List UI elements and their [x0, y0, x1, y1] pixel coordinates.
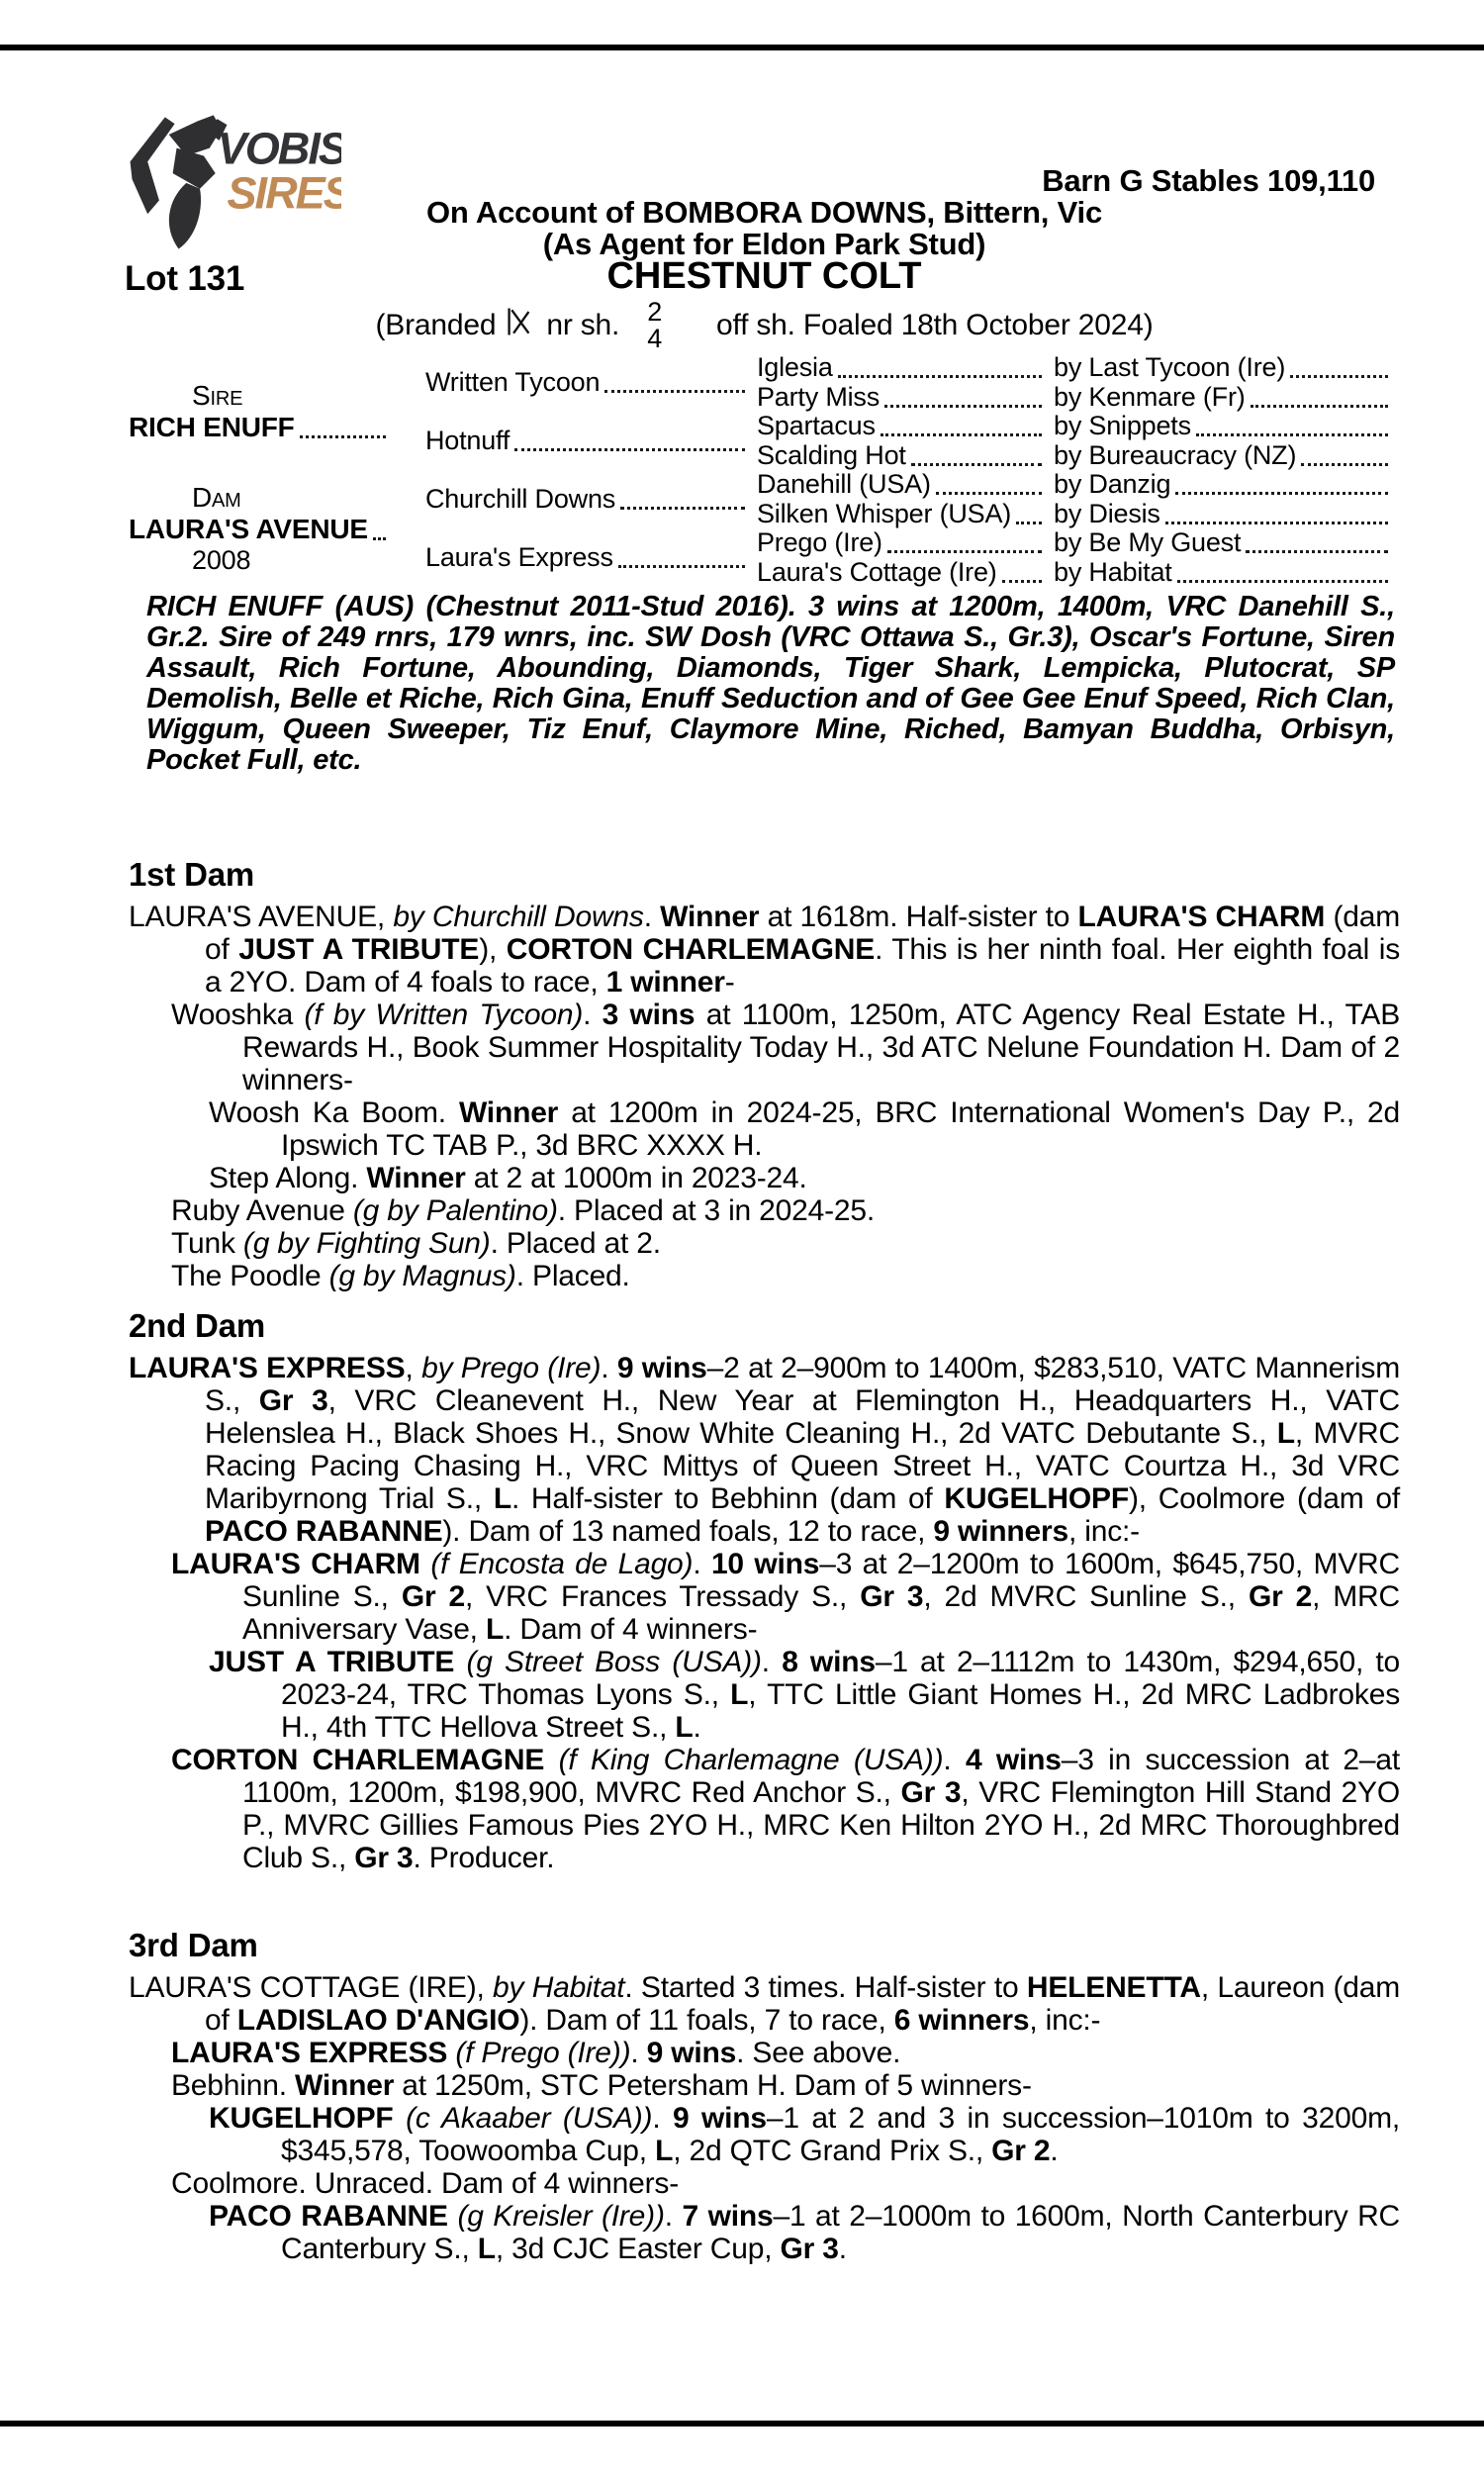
great-grandparent-name: Laura's Cottage (Ire) [757, 557, 1054, 588]
dot-leader [1196, 433, 1388, 436]
great-grandparent-by: by Be My Guest [1054, 527, 1400, 558]
dam-block [129, 470, 425, 587]
brand-number-bottom: 4 [647, 324, 663, 353]
page-title: CHESTNUT COLT [606, 255, 922, 297]
sire-block [129, 353, 425, 470]
pedigree-entry: LAURA'S COTTAGE (IRE), by Habitat. Started 3 times. Half-sister to HELENETTA, Laureon (dam of LADISLAO D'ANGIO). Dam of 11 foals, 7 to race, 6 winners, inc:- [129, 1971, 1400, 2037]
section-2nd-dam [129, 1308, 1400, 1874]
brand-number-fraction [647, 299, 662, 352]
pedigree-entry: LAURA'S AVENUE, by Churchill Downs. Winner at 1618m. Half-sister to LAURA'S CHARM (dam of JUST A TRIBUTE), CORTON CHARLEMAGNE. This is her ninth foal. Her eighth foal is a 2YO. Dam of 4 foals to race, 1 winner- [129, 901, 1401, 999]
dot-leader [884, 405, 1042, 408]
dot-leader [1301, 463, 1388, 466]
brand-number-top: 2 [647, 297, 663, 327]
pedigree-entry: KUGELHOPF (c Akaaber (USA)). 9 wins–1 at 2 and 3 in succession–1010m to 3200m, $345,578, Toowoomba Cup, L, 2d QTC Grand Prix S., Gr 2. [209, 2102, 1401, 2167]
dot-leader [887, 550, 1042, 553]
dot-leader [1175, 492, 1388, 495]
dot-leader [1290, 375, 1388, 378]
sire-stud-record: RICH ENUFF (AUS) (Chestnut 2011-Stud 2016). 3 wins at 1200m, 1400m, VRC Danehill S., Gr.2. Sire of 249 rnrs, 179 wnrs, inc. SW Dosh (VRC Ottawa S., Gr.3), Oscar's Fortune, Siren Assault, Rich Fortune, Abounding, Diamonds, Tiger Shark, Lempicka, Plutocrat, SP Demolish, Belle et Riche, Rich Gina, Enuff Seduction and of Gee Gee Enuf Speed, Rich Clan, Wiggum, Queen Sweeper, Tiz Enuf, Claymore Mine, Riched, Bamyan Buddha, Orbisyn, Pocket Full, etc. [146, 591, 1395, 776]
great-grandparent-name: Iglesia [757, 352, 1054, 383]
pedigree-entry: Coolmore. Unraced. Dam of 4 winners- [171, 2167, 679, 2200]
dot-leader [1177, 580, 1388, 583]
great-grandparent-by: by Bureaucracy (NZ) [1054, 440, 1400, 471]
great-grandparent-name: Scalding Hot [757, 440, 1054, 471]
dot-leader [1016, 522, 1042, 524]
barn-stables-label: Barn G Stables 109,110 [1042, 163, 1375, 198]
sire-name-row [129, 412, 388, 443]
dam-year: 2008 [192, 544, 251, 575]
dot-leader [881, 433, 1042, 436]
great-grandparent-by: by Kenmare (Fr) [1054, 382, 1400, 413]
great-grandparent-name: Silken Whisper (USA) [757, 499, 1054, 529]
dot-leader [300, 435, 386, 438]
dam-name: LAURA'S AVENUE [129, 513, 368, 544]
dam-label: Dam [192, 481, 241, 513]
grandparent-sire-of-sire: Written Tycoon [425, 367, 757, 398]
grandparent-dam-of-sire: Hotnuff [425, 426, 757, 456]
pedigree-entry: PACO RABANNE (g Kreisler (Ire)). 7 wins–1 at 2–1000m to 1600m, North Canterbury RC Canterbury S., L, 3d CJC Easter Cup, Gr 3. [209, 2200, 1401, 2265]
pedigree-entry: LAURA'S EXPRESS (f Prego (Ire)). 9 wins. See above. [171, 2037, 901, 2069]
pedigree-entry: Wooshka (f by Written Tycoon). 3 wins at 1100m, 1250m, ATC Agency Real Estate H., TAB Rewards H., Book Summer Hospitality Today H., 3d ATC Nelune Foundation H. Dam of 2 winners- [171, 999, 1401, 1096]
sire-name: RICH ENUFF [129, 412, 295, 442]
great-grandparent-by: by Diesis [1054, 499, 1400, 529]
section-heading: 2nd Dam [129, 1307, 265, 1344]
pedigree-entry: Step Along. Winner at 2 at 1000m in 2023-24. [209, 1162, 807, 1194]
dot-leader [373, 537, 386, 540]
near-shoulder-label: nr sh. [546, 309, 620, 341]
agent-line: (As Agent for Eldon Park Stud) [542, 227, 986, 261]
pedigree-table [129, 353, 1400, 587]
logo-text-vobis: VOBIS [217, 123, 341, 174]
sire-label: Sire [192, 380, 243, 411]
dot-leader [620, 507, 745, 510]
great-grandparent-by: by Last Tycoon (Ire) [1054, 352, 1400, 383]
dot-leader [1246, 550, 1388, 553]
branding-line [129, 299, 1400, 352]
dot-leader [1002, 580, 1042, 583]
pedigree-entry: JUST A TRIBUTE (g Street Boss (USA)). 8 wins–1 at 2–1112m to 1430m, $294,650, to 2023-24, TRC Thomas Lyons S., L, TTC Little Giant Homes H., 2d MRC Ladbrokes H., 4th TTC Hellova Street S., L. [209, 1646, 1401, 1744]
great-grandparent-name: Spartacus [757, 411, 1054, 441]
lot-number: Lot 131 [125, 259, 245, 298]
pedigree-entry: Bebhinn. Winner at 1250m, STC Petersham H. Dam of 5 winners- [171, 2069, 1032, 2102]
pedigree-entry: Woosh Ka Boom. Winner at 1200m in 2024-25, BRC International Women's Day P., 2d Ipswich TC TAB P., 3d BRC XXXX H. [209, 1096, 1400, 1162]
dot-leader [936, 492, 1042, 495]
brand-mark-icon [506, 305, 532, 346]
logo-text-sires: SIRES [227, 167, 341, 219]
pedigree-entry: Ruby Avenue (g by Palentino). Placed at 3 in 2024-25. [171, 1194, 876, 1227]
branded-prefix: (Branded [375, 309, 497, 341]
foaled-date-label: off sh. Foaled 18th October 2024) [716, 309, 1154, 341]
pedigree-entry: LAURA'S EXPRESS, by Prego (Ire). 9 wins–2 at 2–900m to 1400m, $283,510, VATC Mannerism S., Gr 3, VRC Cleanevent H., New Year at Flemington H., Headquarters H., VATC Helenslea H., Black Shoes H., Snow White Cleaning H., 2d VATC Debutante S., L, MVRC Racing Pacing Chasing H., VRC Mittys of Queen Street H., VATC Courtza H., 3d VRC Maribyrnong Trial S., L. Half-sister to Bebhinn (dam of KUGELHOPF), Coolmore (dam of PACO RABANNE). Dam of 13 named foals, 12 to race, 9 winners, inc:- [129, 1352, 1401, 1548]
bottom-rule [0, 2421, 1484, 2426]
dot-leader [604, 390, 745, 393]
dot-leader [514, 448, 745, 451]
dot-leader [1165, 522, 1388, 524]
great-grandparent-name: Party Miss [757, 382, 1054, 413]
dot-leader [911, 463, 1042, 466]
top-rule [0, 45, 1484, 50]
great-grandparent-by: by Danzig [1054, 469, 1400, 500]
great-grandparent-name: Danehill (USA) [757, 469, 1054, 500]
great-grandparent-by: by Habitat [1054, 557, 1400, 588]
great-grandparent-by: by Snippets [1054, 411, 1400, 441]
pedigree-entry: CORTON CHARLEMAGNE (f King Charlemagne (USA)). 4 wins–3 in succession at 2–at 1100m, 1200m, $198,900, MVRC Red Anchor S., Gr 3, VRC Flemington Hill Stand 2YO P., MVRC Gillies Famous Pies 2YO H., MRC Ken Hilton 2YO H., 2d MRC Thoroughbred Club S., Gr 3. Producer. [171, 1744, 1401, 1874]
great-grandparent-name: Prego (Ire) [757, 527, 1054, 558]
dam-name-row [129, 514, 388, 545]
section-3rd-dam [129, 1928, 1400, 2265]
dot-leader [618, 565, 745, 568]
pedigree-entry: The Poodle (g by Magnus). Placed. [171, 1260, 630, 1292]
grandparent-dam-of-dam: Laura's Express [425, 542, 757, 573]
dot-leader [1251, 405, 1388, 408]
grandparent-sire-of-dam: Churchill Downs [425, 484, 757, 515]
section-heading: 3rd Dam [129, 1927, 258, 1963]
dot-leader [838, 375, 1042, 378]
pedigree-entry: Tunk (g by Fighting Sun). Placed at 2. [171, 1227, 661, 1260]
section-1st-dam [129, 857, 1400, 1292]
section-heading: 1st Dam [129, 856, 254, 893]
vendor-account-line: On Account of BOMBORA DOWNS, Bittern, Vic [426, 195, 1102, 230]
pedigree-entry: LAURA'S CHARM (f Encosta de Lago). 10 wins–3 at 2–1200m to 1600m, $645,750, MVRC Sunline S., Gr 2, VRC Frances Tressady S., Gr 3, 2d MVRC Sunline S., Gr 2, MRC Anniversary Vase, L. Dam of 4 winners- [171, 1548, 1400, 1646]
